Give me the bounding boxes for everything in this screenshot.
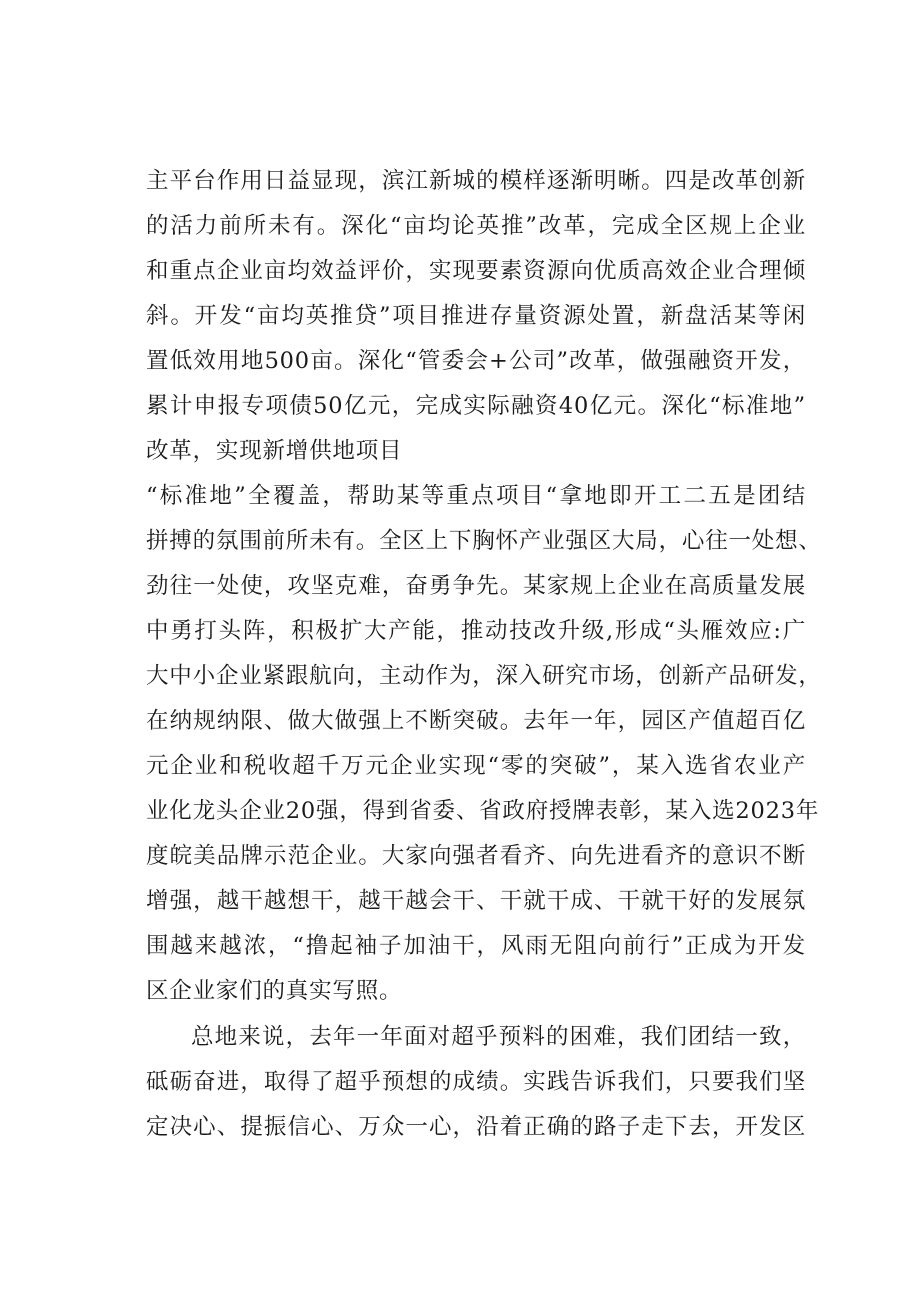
paragraph-2-line-6: 在纳规纳限、做大做强上不断突破。去年一年，园区产值超百亿 bbox=[146, 708, 806, 734]
paragraph-2-line-1: “标准地”全覆盖，帮助某等重点项目“拿地即开工二五是团结 bbox=[146, 483, 806, 509]
paragraph-2-line-3: 劲往一处使，攻坚克难，奋勇争先。某家规上企业在高质量发展 bbox=[146, 573, 806, 599]
paragraph-2-line-11: 围越来越浓，“撸起袖子加油干，风雨无阻向前行”正成为开发 bbox=[146, 933, 806, 959]
paragraph-1-line-7: 改革，实现新增供地项目 bbox=[146, 438, 403, 464]
paragraph-2-line-2: 拼搏的氛围前所未有。全区上下胸怀产业强区大局，心往一处想、 bbox=[146, 528, 822, 554]
paragraph-1-line-5: 置低效用地500亩。深化“管委会+公司”改革，做强融资开发， bbox=[146, 348, 806, 374]
paragraph-2-line-4: 中勇打头阵，积极扩大产能，推动技改升级,形成“头雁效应:广 bbox=[146, 618, 806, 644]
paragraph-3-line-2: 砥砺奋进，取得了超乎预想的成绩。实践告诉我们，只要我们坚 bbox=[146, 1069, 806, 1095]
paragraph-2-line-5: 大中小企业紧跟航向，主动作为，深入研究市场，创新产品研发， bbox=[146, 663, 822, 689]
paragraph-1-line-2: 的活力前所未有。深化“亩均论英推”改革，完成全区规上企业 bbox=[146, 213, 806, 239]
paragraph-3-line-1: 总地来说，去年一年面对超乎预料的困难，我们团结一致， bbox=[191, 1024, 806, 1050]
paragraph-1-line-4: 斜。开发“亩均英推贷”项目推进存量资源处置，新盘活某等闲 bbox=[146, 303, 806, 329]
paragraph-2-line-10: 增强，越干越想干，越干越会干、干就干成、干就干好的发展氛 bbox=[146, 888, 806, 914]
paragraph-2-line-9: 度皖美品牌示范企业。大家向强者看齐、向先进看齐的意识不断 bbox=[146, 843, 806, 869]
paragraph-3-line-3: 定决心、提振信心、万众一心，沿着正确的路子走下去，开发区 bbox=[146, 1114, 806, 1140]
paragraph-2-line-7: 元企业和税收超千万元企业实现“零的突破”，某入选省农业产 bbox=[146, 753, 806, 779]
paragraph-1-line-1: 主平台作用日益显现，滨江新城的模样逐渐明晰。四是改革创新 bbox=[146, 168, 806, 194]
paragraph-2-line-12: 区企业家们的真实写照。 bbox=[146, 978, 403, 1004]
paragraph-2-line-8: 业化龙头企业20强，得到省委、省政府授牌表彰，某入选2023年 bbox=[146, 798, 820, 824]
paragraph-1-line-3: 和重点企业亩均效益评价，实现要素资源向优质高效企业合理倾 bbox=[146, 258, 806, 284]
paragraph-1-line-6: 累计申报专项债50亿元，完成实际融资40亿元。深化“标准地” bbox=[146, 393, 806, 419]
